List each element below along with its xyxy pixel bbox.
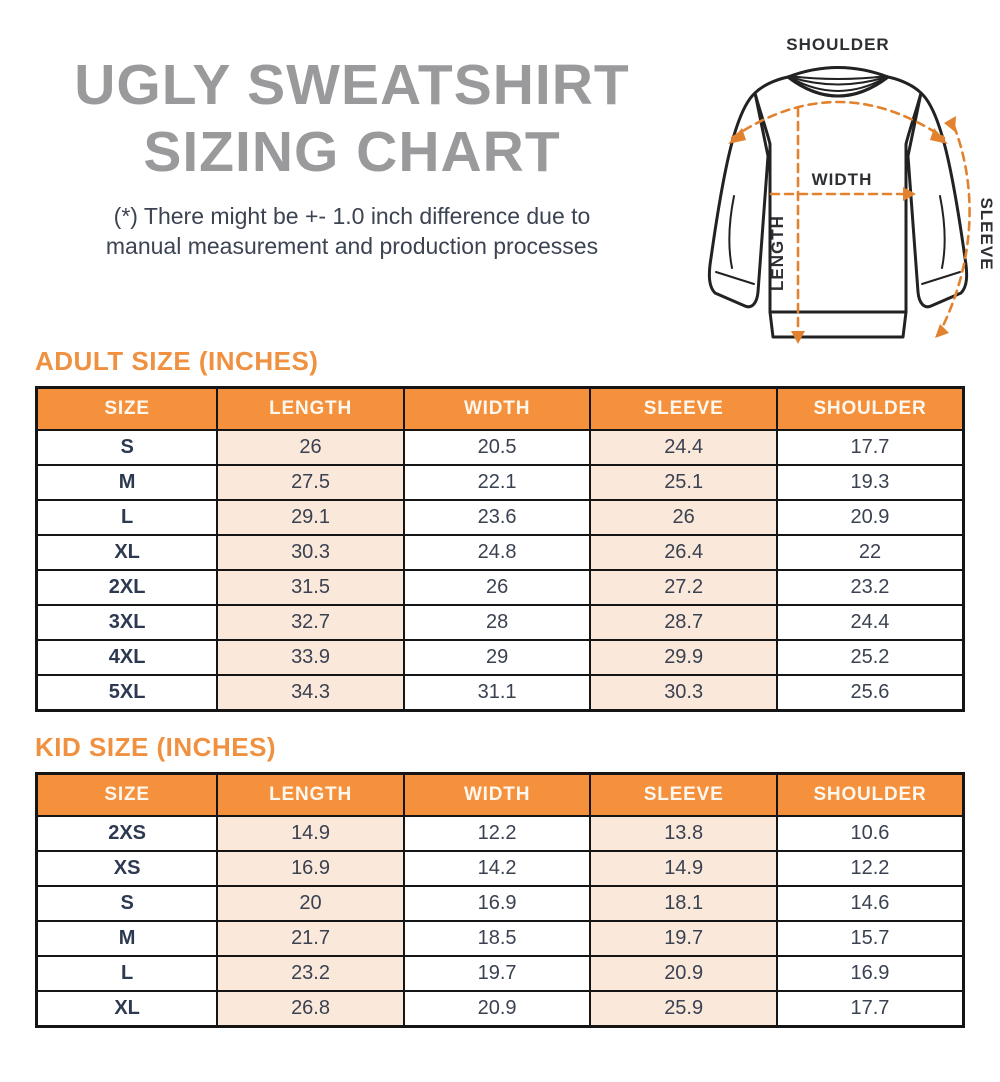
value-cell: 31.5 bbox=[217, 570, 404, 605]
page-title-line2: SIZING CHART bbox=[143, 120, 561, 185]
value-cell: 16.9 bbox=[404, 886, 591, 921]
value-cell: 32.7 bbox=[217, 605, 404, 640]
value-cell: 26.8 bbox=[217, 991, 404, 1027]
size-cell: M bbox=[37, 921, 218, 956]
table-row bbox=[37, 991, 964, 1027]
adult-section-heading: ADULT SIZE (INCHES) bbox=[35, 346, 319, 376]
sleeve-arrow-bottom bbox=[935, 324, 949, 338]
value-cell: 22.1 bbox=[404, 465, 591, 500]
value-cell: 14.9 bbox=[590, 851, 777, 886]
value-cell: 27.2 bbox=[590, 570, 777, 605]
value-cell: 29 bbox=[404, 640, 591, 675]
value-cell: 14.9 bbox=[217, 816, 404, 851]
value-cell: 34.3 bbox=[217, 675, 404, 711]
value-cell: 20.5 bbox=[404, 430, 591, 465]
page-title bbox=[22, 52, 682, 187]
value-cell: 31.1 bbox=[404, 675, 591, 711]
value-cell: 18.5 bbox=[404, 921, 591, 956]
tolerance-note bbox=[22, 201, 682, 262]
column-header: LENGTH bbox=[217, 774, 404, 817]
kid-size-table bbox=[35, 772, 965, 1028]
adult-table-body bbox=[37, 430, 964, 711]
value-cell: 25.6 bbox=[777, 675, 964, 711]
table-row bbox=[37, 605, 964, 640]
page-title-line1: UGLY SWEATSHIRT bbox=[74, 53, 630, 117]
tolerance-note-line2: manual measurement and production processes bbox=[105, 232, 599, 259]
table-row bbox=[37, 640, 964, 675]
table-row bbox=[37, 816, 964, 851]
size-cell: L bbox=[37, 500, 218, 535]
size-cell: L bbox=[37, 956, 218, 991]
column-header: SIZE bbox=[37, 774, 218, 817]
table-row bbox=[37, 535, 964, 570]
header bbox=[22, 52, 682, 261]
value-cell: 18.1 bbox=[590, 886, 777, 921]
value-cell: 20.9 bbox=[777, 500, 964, 535]
value-cell: 24.4 bbox=[590, 430, 777, 465]
size-cell: M bbox=[37, 465, 218, 500]
value-cell: 19.7 bbox=[404, 956, 591, 991]
sweatshirt-measurement-diagram bbox=[678, 16, 996, 352]
table-row bbox=[37, 956, 964, 991]
value-cell: 12.2 bbox=[404, 816, 591, 851]
size-cell: XL bbox=[37, 535, 218, 570]
value-cell: 21.7 bbox=[217, 921, 404, 956]
value-cell: 10.6 bbox=[777, 816, 964, 851]
value-cell: 28 bbox=[404, 605, 591, 640]
value-cell: 20.9 bbox=[590, 956, 777, 991]
left-sleeve-shape bbox=[709, 93, 768, 307]
size-cell: 5XL bbox=[37, 675, 218, 711]
kid-table-body bbox=[37, 816, 964, 1027]
value-cell: 27.5 bbox=[217, 465, 404, 500]
value-cell: 26.4 bbox=[590, 535, 777, 570]
tables-section bbox=[35, 346, 965, 1028]
kid-table-header bbox=[37, 774, 964, 817]
value-cell: 17.7 bbox=[777, 430, 964, 465]
table-row bbox=[37, 675, 964, 711]
value-cell: 30.3 bbox=[590, 675, 777, 711]
value-cell: 28.7 bbox=[590, 605, 777, 640]
table-row bbox=[37, 465, 964, 500]
table-row bbox=[37, 500, 964, 535]
value-cell: 23.2 bbox=[777, 570, 964, 605]
column-header: SLEEVE bbox=[590, 774, 777, 817]
value-cell: 14.2 bbox=[404, 851, 591, 886]
table-row bbox=[37, 851, 964, 886]
table-row bbox=[37, 886, 964, 921]
value-cell: 20.9 bbox=[404, 991, 591, 1027]
table-row bbox=[37, 921, 964, 956]
value-cell: 24.8 bbox=[404, 535, 591, 570]
column-header: LENGTH bbox=[217, 388, 404, 431]
value-cell: 16.9 bbox=[217, 851, 404, 886]
column-header: WIDTH bbox=[404, 774, 591, 817]
size-cell: S bbox=[37, 886, 218, 921]
sweatshirt-icon bbox=[678, 16, 996, 352]
header-row bbox=[37, 774, 964, 817]
size-cell: 3XL bbox=[37, 605, 218, 640]
width-label: WIDTH bbox=[811, 170, 873, 189]
value-cell: 14.6 bbox=[777, 886, 964, 921]
value-cell: 23.6 bbox=[404, 500, 591, 535]
header-row bbox=[37, 388, 964, 431]
value-cell: 26 bbox=[590, 500, 777, 535]
value-cell: 33.9 bbox=[217, 640, 404, 675]
column-header: SHOULDER bbox=[777, 774, 964, 817]
value-cell: 16.9 bbox=[777, 956, 964, 991]
adult-size-table bbox=[35, 386, 965, 712]
value-cell: 23.2 bbox=[217, 956, 404, 991]
table-row bbox=[37, 430, 964, 465]
size-cell: 4XL bbox=[37, 640, 218, 675]
shoulder-label: SHOULDER bbox=[786, 35, 890, 54]
value-cell: 13.8 bbox=[590, 816, 777, 851]
column-header: SIZE bbox=[37, 388, 218, 431]
sleeve-label: SLEEVE bbox=[977, 197, 996, 271]
sleeve-arrow-top bbox=[944, 116, 956, 132]
value-cell: 25.1 bbox=[590, 465, 777, 500]
size-cell: XS bbox=[37, 851, 218, 886]
value-cell: 25.2 bbox=[777, 640, 964, 675]
value-cell: 12.2 bbox=[777, 851, 964, 886]
tolerance-note-line1: (*) There might be +- 1.0 inch difference due to bbox=[113, 202, 591, 229]
value-cell: 15.7 bbox=[777, 921, 964, 956]
size-cell: 2XL bbox=[37, 570, 218, 605]
value-cell: 19.3 bbox=[777, 465, 964, 500]
value-cell: 22 bbox=[777, 535, 964, 570]
size-cell: 2XS bbox=[37, 816, 218, 851]
value-cell: 17.7 bbox=[777, 991, 964, 1027]
length-label: LENGTH bbox=[768, 215, 787, 291]
table-row bbox=[37, 570, 964, 605]
value-cell: 19.7 bbox=[590, 921, 777, 956]
value-cell: 20 bbox=[217, 886, 404, 921]
size-cell: S bbox=[37, 430, 218, 465]
adult-table-header bbox=[37, 388, 964, 431]
right-sleeve-shape bbox=[908, 93, 967, 307]
hem-band-shape bbox=[770, 312, 906, 337]
value-cell: 26 bbox=[217, 430, 404, 465]
column-header: WIDTH bbox=[404, 388, 591, 431]
size-cell: XL bbox=[37, 991, 218, 1027]
value-cell: 29.1 bbox=[217, 500, 404, 535]
kid-section-heading: KID SIZE (INCHES) bbox=[35, 732, 277, 762]
column-header: SLEEVE bbox=[590, 388, 777, 431]
column-header: SHOULDER bbox=[777, 388, 964, 431]
value-cell: 29.9 bbox=[590, 640, 777, 675]
value-cell: 24.4 bbox=[777, 605, 964, 640]
value-cell: 25.9 bbox=[590, 991, 777, 1027]
value-cell: 26 bbox=[404, 570, 591, 605]
value-cell: 30.3 bbox=[217, 535, 404, 570]
